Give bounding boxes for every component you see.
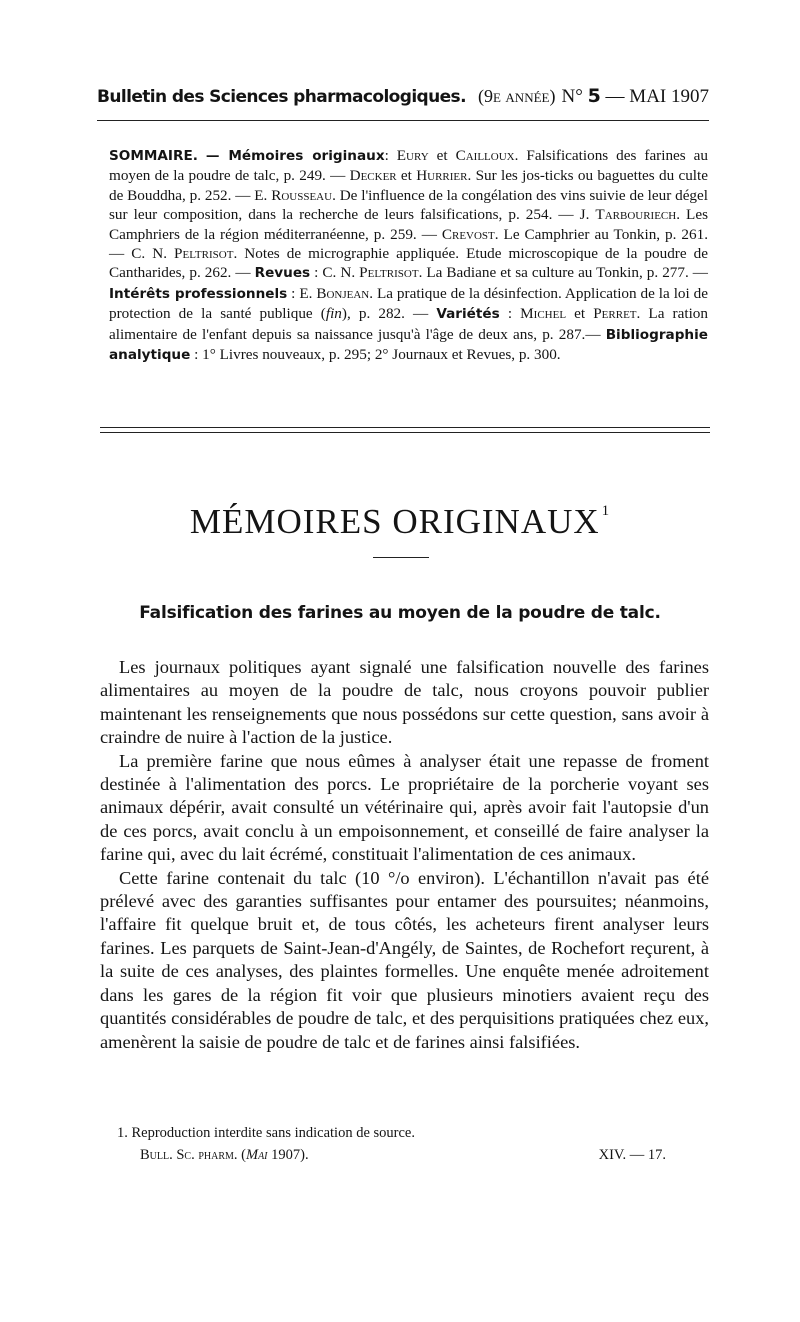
author-name: Bonjean: [316, 284, 370, 302]
section-heading-revues: Revues: [254, 265, 311, 282]
author-name: Cailloux: [455, 147, 515, 164]
paragraph: La première farine que nous eûmes à analyser était une repasse de froment destinée à l'alimentation des porcs. Le propriétaire de la porcherie voyant ses animaux dépérir, avait consulté un vétérinaire qui, après avoir fait l'autopsie d'un de ces porcs, avait conclu à un empoisonnement, et conseillé de faire analyser la farine qui, avec du lait écrémé, constituait l'alimentation de ces animaux.: [100, 750, 709, 865]
footnote-marker: 1: [601, 503, 611, 519]
summary-text: : C. N.: [310, 264, 360, 282]
section-heading-varietes: Variétés: [436, 306, 500, 323]
author-name: Perret: [593, 305, 637, 323]
summary-text: . La Badiane et sa culture au Tonkin, p. 277. —: [418, 264, 708, 282]
summary-text: :: [384, 147, 397, 164]
section-divider: [100, 427, 710, 437]
author-name: Decker: [349, 167, 397, 185]
summary-text: . La pratique de la désinfection. Application de la loi de protection de la santé publique (: [109, 284, 708, 323]
article-title: Falsification des farines au moyen de la poudre de talc.: [139, 603, 661, 623]
summary-text: et: [428, 147, 456, 164]
volume-year: (9e année): [477, 86, 556, 106]
issue-prefix: N°: [561, 86, 583, 107]
section-heading-memoires: — Mémoires originaux: [205, 148, 385, 164]
summary-fin: fin: [325, 305, 342, 323]
summary-text: : E.: [287, 284, 317, 302]
author-name: Hurrier: [416, 167, 468, 185]
summary-text: . Le Camphrier au Tonkin, p. 261. — C. N.: [109, 225, 708, 263]
divider-line: [100, 427, 710, 428]
signature-mark: [140, 1147, 309, 1163]
signature-month: Mai: [246, 1147, 268, 1163]
summary-text: : 1° Livres nouveaux, p. 295; 2° Journaux et Revues, p. 300.: [190, 346, 561, 364]
summary-text: . De l'influence de la congélation des vins suivie de leur dégel sur leur composition, dans la recherche de leurs falsifications, p. 254. — J.: [109, 186, 708, 224]
page-footer: [140, 1146, 666, 1164]
issue-info: [561, 84, 709, 109]
summary-text: . Notes de micrographie appliquée. Etude microscopique de la poudre de Cantharides, p. 262. —: [109, 245, 708, 282]
author-name: Tarbouriech: [595, 206, 677, 224]
section-title: [0, 502, 800, 542]
article-body: [100, 656, 709, 1054]
author-name: Michel: [520, 305, 567, 323]
title-rule: [373, 557, 429, 558]
summary-label: SOMMAIRE.: [109, 148, 198, 164]
paragraph: Les journaux politiques ayant signalé une falsification nouvelle des farines alimentaires au moyen de la poudre de talc, nous croyons pouvoir publier maintenant les renseignements que nous possédons sur cette question, sans avoir à craindre de nuire à l'action de la justice.: [100, 657, 709, 748]
section-heading-bibliographie: Bibliographie analytique: [109, 326, 708, 364]
summary-text: et: [396, 167, 417, 185]
summary-text: . Falsifications des farines au moyen de la poudre de talc, p. 249. —: [109, 147, 709, 185]
signature-text: 1907).: [267, 1147, 309, 1163]
footnote: 1. Reproduction interdite sans indication de source.: [117, 1125, 415, 1141]
summary-text: ), p. 282. —: [341, 305, 437, 323]
signature-text: Bull. Sc. pharm. (: [140, 1147, 246, 1163]
author-name: Rousseau: [271, 186, 333, 204]
summary-text: et: [566, 305, 594, 323]
summary-text: . Les Camphriers de la région méditerranéenne, p. 259. —: [109, 206, 708, 243]
issue-date: — MAI 1907: [605, 86, 709, 107]
running-header: [97, 84, 709, 109]
author-name: Peltrisot: [174, 245, 234, 263]
folio: XIV. — 17.: [598, 1147, 666, 1163]
issue-number: 5: [587, 85, 601, 107]
summary-block: [109, 146, 708, 365]
journal-title: Bulletin des Sciences pharmacologiques.: [97, 87, 466, 107]
author-name: Peltrisot: [359, 264, 419, 282]
summary-text: :: [499, 305, 521, 323]
author-name: Crevost: [441, 225, 495, 243]
divider-line: [100, 432, 710, 433]
summary-text: . Sur les jos-ticks ou baguettes du culte de Bouddha, p. 252. — E.: [109, 167, 708, 204]
section-heading-interets: Intérêts professionnels: [109, 285, 288, 302]
paragraph: Cette farine contenait du talc (10 °/o environ). L'échantillon n'avait pas été prélevé avec des garanties suffisantes pour entamer des poursuites; néanmoins, l'affaire fit quelque bruit et, de tous côtés, les acheteurs firent analyser leurs farines. Les parquets de Saint-Jean-d'Angély, de Saintes, de Rochefort reçurent, à la suite de ces analyses, des plaintes formelles. Une enquête menée adroitement dans les gares de la région fit voir que plusieurs minotiers avaient reçu des quantités considérables de poudre de talc, et des perquisitions pratiquées chez eux, amenèrent la saisie de poudre de talc et de farines ainsi falsifiées.: [100, 867, 709, 1052]
section-title-text: MÉMOIRES ORIGINAUX: [189, 502, 600, 541]
header-rule: [97, 120, 709, 121]
author-name: Eury: [396, 147, 429, 164]
summary-text: . La ration alimentaire de l'enfant depuis sa naissance jusqu'à l'âge de deux ans, p. 287.—: [109, 305, 708, 343]
